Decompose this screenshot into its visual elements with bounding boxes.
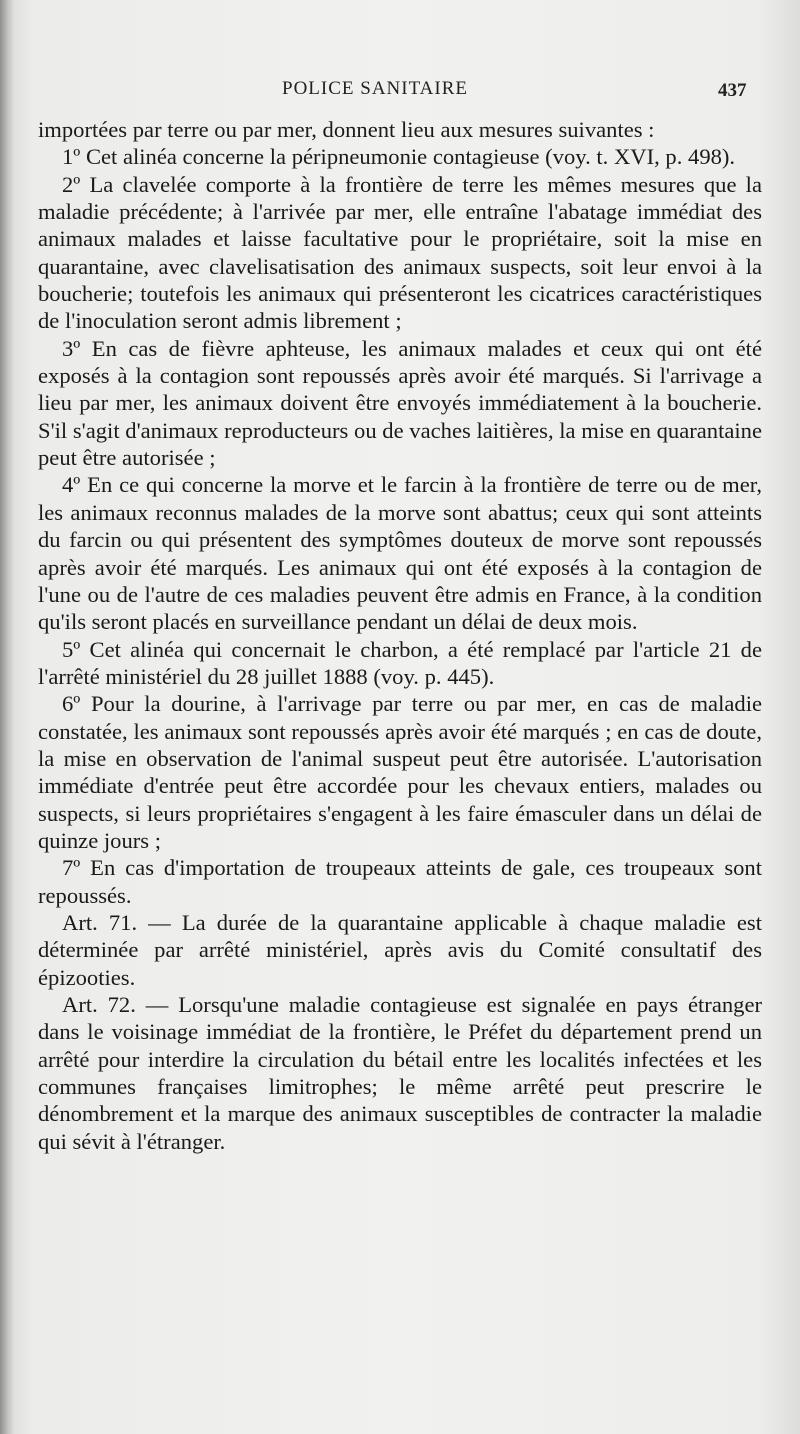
paragraph-item-1: 1º Cet alinéa concerne la péripneumonie contagieuse (voy. t. XVI, p. 498). [62,144,736,170]
paragraph-continuation: importées par terre ou par mer, donnent lieu aux mesures suivantes : [38,117,655,142]
paragraph-item-4: 4º En ce qui concerne la morve et le farcin à la frontière de terre ou de mer, les animaux reconnus malades de la morve sont abattus; ceux qui sont atteints du farcin ou qui présentent des symptômes douteux de morve sont repoussés après avoir été marqués. Les animaux qui ont été exposés à la contagion de l'une ou de l'autre de ces maladies peuvent être admis en France, à la condition qu'ils seront placés en surveillance pendant un délai de deux mois. [38,472,762,635]
paragraph-item-6: 6º Pour la dourine, à l'arrivage par terre ou par mer, en cas de maladie constatée, les animaux sont repoussés après avoir été marqués ; en cas de doute, la mise en observation de l'animal suspeut peut être autorisée. L'autorisation immédiate d'entrée peut être accordée pour les chevaux entiers, malades ou suspects, si leurs propriétaires s'engagent à les faire émasculer dans un délai de quinze jours ; [38,691,762,853]
running-title: POLICE SANITAIRE [282,78,468,99]
paragraph-item-3: 3º En cas de fièvre aphteuse, les animaux malades et ceux qui ont été exposés à la contagion sont repoussés après avoir été marqués. Si l'arrivage a lieu par mer, les animaux doivent être envoyés immédiatement à la boucherie. S'il s'agit d'animaux reproducteurs ou de vaches laitières, la mise en quarantaine peut être autorisée ; [38,335,762,471]
paragraph-item-7: 7º En cas d'importation de troupeaux atteints de gale, ces troupeaux sont repoussés. [38,855,762,908]
paragraph-article-72: Art. 72. — Lorsqu'une maladie contagieuse est signalée en pays étranger dans le voisinage immédiat de la frontière, le Préfet du département prend un arrêté pour interdire la circulation du bétail entre les localités infectées et les communes françaises limitrophes; le même arrêté peut prescrire le dénombrement et la marque des animaux susceptibles de contracter la maladie qui sévit à l'étranger. [38,992,762,1154]
paragraph-item-5: 5º Cet alinéa qui concernait le charbon, a été remplacé par l'article 21 de l'arrêté ministériel du 28 juillet 1888 (voy. p. 445). [38,636,762,689]
page-number: 437 [718,80,747,101]
binding-shadow [0,0,14,1434]
paragraph-item-2: 2º La clavelée comporte à la frontière de terre les mêmes mesures que la maladie précédente; à l'arrivée par mer, elle entraîne l'abatage immédiat des animaux malades et laisse facultative pour le propriétaire, soit la mise en quarantaine, avec clavelisatisation des animaux suspects, soit leur envoi à la boucherie; toutefois les animaux qui présenteront les cicatrices caractéristiques de l'inoculation seront admis librement ; [38,171,762,334]
page-header [0,78,800,104]
page-body [38,116,762,1155]
paragraph-article-71: Art. 71. — La durée de la quarantaine applicable à chaque maladie est déterminée par arrêté ministériel, après avis du Comité consultatif des épizooties. [38,909,762,990]
